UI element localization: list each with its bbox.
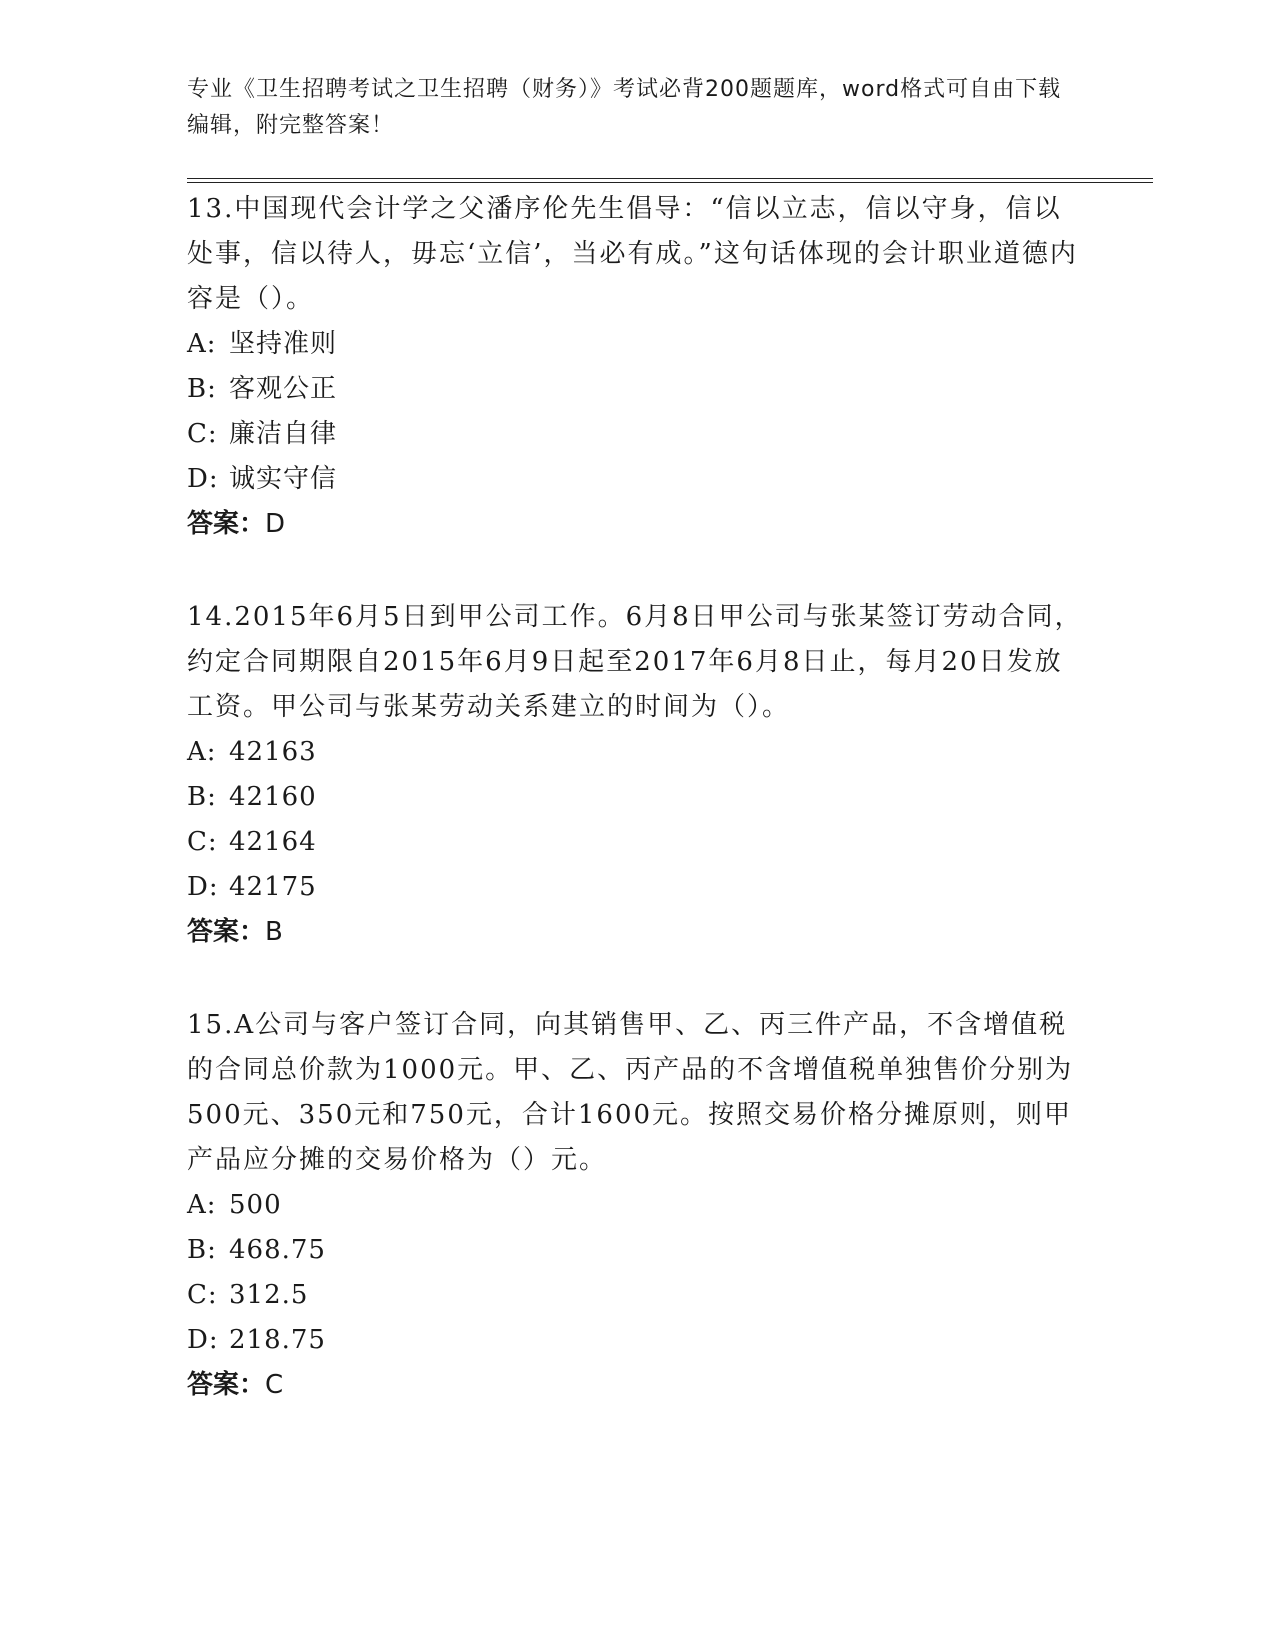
option-letter: A: [187, 737, 217, 767]
option-text: 42160 [229, 782, 317, 812]
option-d [187, 457, 1087, 502]
answer-value: D [265, 509, 286, 539]
option-letter: A: [187, 1190, 217, 1220]
option-letter: D: [187, 1325, 219, 1355]
option-c [187, 820, 1087, 865]
option-text: 42164 [229, 827, 317, 857]
option-text: 500 [229, 1190, 282, 1220]
question-14 [187, 595, 1087, 955]
option-c [187, 1273, 1087, 1318]
question-15 [187, 1003, 1087, 1408]
option-letter: D: [187, 464, 219, 494]
question-13 [187, 187, 1087, 547]
option-a [187, 1183, 1087, 1228]
option-d [187, 865, 1087, 910]
option-letter: C: [187, 1280, 218, 1310]
option-letter: C: [187, 827, 218, 857]
option-c [187, 412, 1087, 457]
answer-label: 答案： [187, 509, 266, 539]
option-text: 坚持准则 [229, 329, 338, 359]
option-letter: D: [187, 872, 219, 902]
option-letter: B: [187, 782, 217, 812]
answer-label: 答案： [187, 917, 266, 947]
option-a [187, 730, 1087, 775]
header-text: 专业《卫生招聘考试之卫生招聘（财务）》考试必背200题题库，word格式可自由下载编辑，附完整答案！ [187, 77, 1062, 138]
option-a [187, 322, 1087, 367]
option-text: 218.75 [229, 1325, 326, 1355]
question-stem: 13.中国现代会计学之父潘序伦先生倡导：“信以立志，信以守身，信以处事，信以待人，毋忘‘立信’，当必有成。”这句话体现的会计职业道德内容是（）。 [187, 194, 1078, 314]
answer-line [187, 910, 1087, 955]
option-text: 42175 [229, 872, 317, 902]
document-header [187, 72, 1067, 144]
option-d [187, 1318, 1087, 1363]
answer-line [187, 502, 1087, 547]
question-list [187, 187, 1087, 1456]
option-text: 468.75 [229, 1235, 326, 1265]
option-b [187, 1228, 1087, 1273]
option-letter: B: [187, 1235, 217, 1265]
option-b [187, 775, 1087, 820]
option-text: 312.5 [229, 1280, 309, 1310]
option-text: 廉洁自律 [229, 419, 338, 449]
question-stem: 15.A公司与客户签订合同，向其销售甲、乙、丙三件产品，不含增值税的合同总价款为1000元。甲、乙、丙产品的不含增值税单独售价分别为500元、350元和750元，合计1600元。按照交易价格分摊原则，则甲产品应分摊的交易价格为（）元。 [187, 1010, 1074, 1175]
option-letter: A: [187, 329, 217, 359]
option-text: 42163 [229, 737, 317, 767]
option-letter: B: [187, 374, 217, 404]
answer-value: B [265, 917, 283, 947]
answer-label: 答案： [187, 1370, 266, 1400]
answer-line [187, 1363, 1087, 1408]
header-divider [187, 178, 1153, 183]
option-b [187, 367, 1087, 412]
answer-value: C [265, 1370, 284, 1400]
option-letter: C: [187, 419, 218, 449]
question-stem: 14.2015年6月5日到甲公司工作。6月8日甲公司与张某签订劳动合同，约定合同期限自2015年6月9日起至2017年6月8日止，每月20日发放工资。甲公司与张某劳动关系建立的时间为（）。 [187, 602, 1083, 722]
option-text: 客观公正 [229, 374, 338, 404]
option-text: 诚实守信 [229, 464, 338, 494]
